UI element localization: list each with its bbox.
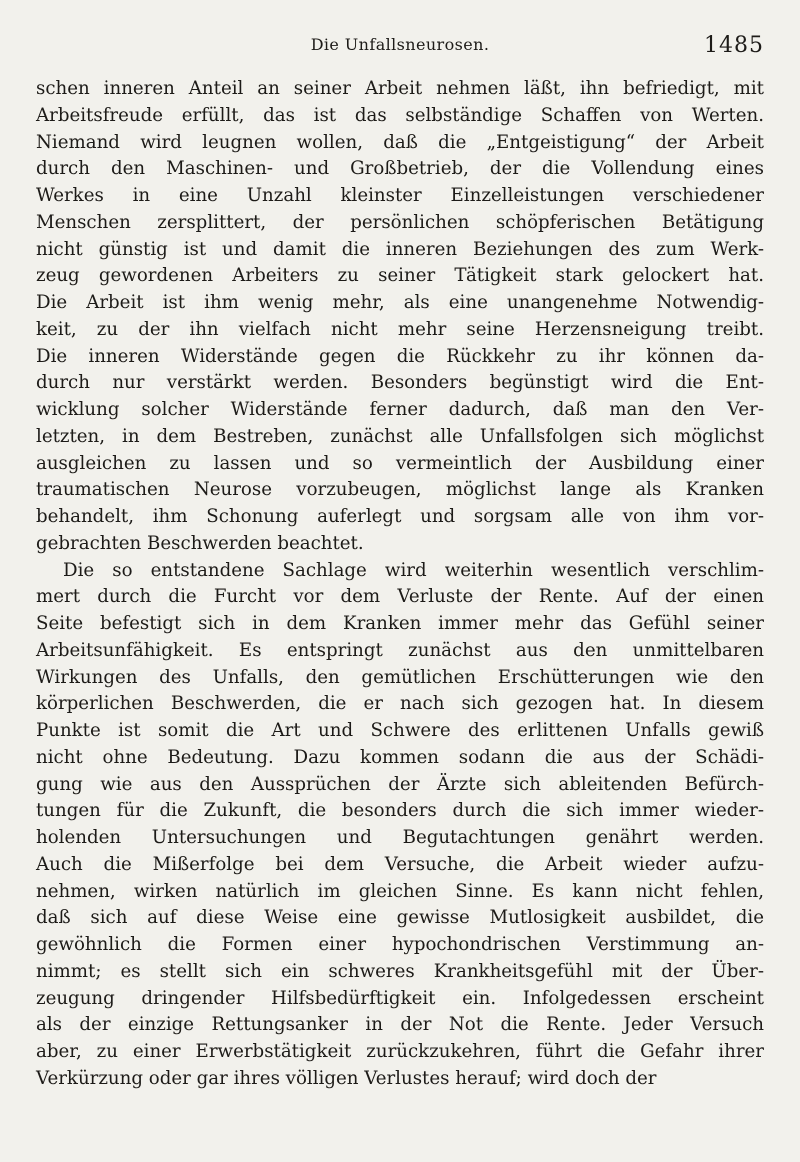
text-line: körperlichen Beschwerden, die er nach sich gezogen hat. In diesem xyxy=(36,693,764,715)
text-line: behandelt, ihm Schonung auferlegt und sorgsam alle von ihm vor- xyxy=(36,506,764,527)
text-line: zeugung dringender Hilfsbedürftigkeit ein. Infolgedessen erscheint xyxy=(36,987,764,1009)
text-line: gewöhnlich die Formen einer hypochondrischen Verstimmung an- xyxy=(36,934,764,955)
text-line: gebrachten Beschwerden beachtet. xyxy=(36,532,364,554)
text-line: letzten, in dem Bestreben, zunächst alle Unfallsfolgen sich möglichst xyxy=(36,425,764,447)
text-line: durch den Maschinen- und Großbetrieb, der die Vollendung eines xyxy=(36,158,764,180)
text-line: durch nur verstärkt werden. Besonders begünstigt wird die Ent- xyxy=(36,372,764,394)
text-line: ausgleichen zu lassen und so vermeintlich der Ausbildung einer xyxy=(36,452,764,474)
paragraph xyxy=(36,76,764,558)
text-line: tungen für die Zukunft, die besonders durch die sich immer wieder- xyxy=(36,800,764,822)
text-line: Werkes in eine Unzahl kleinster Einzelleistungen verschiedener xyxy=(36,185,764,206)
text-line: nehmen, wirken natürlich im gleichen Sinne. Es kann nicht fehlen, xyxy=(36,880,764,902)
body-text xyxy=(36,76,764,1093)
paragraph xyxy=(36,558,764,1093)
text-line: Die Arbeit ist ihm wenig mehr, als eine unangenehme Notwendig- xyxy=(36,292,764,313)
text-line: Die so entstandene Sachlage wird weiterhin wesentlich verschlim- xyxy=(63,559,764,581)
running-header xyxy=(0,33,800,57)
text-line: nicht ohne Bedeutung. Dazu kommen sodann die aus der Schädi- xyxy=(36,746,764,768)
text-line: Die inneren Widerstände gegen die Rückkehr zu ihr können da- xyxy=(36,345,764,367)
page-number: 1485 xyxy=(704,33,764,58)
text-line: als der einzige Rettungsanker in der Not die Rente. Jeder Versuch xyxy=(36,1014,764,1036)
text-line: Niemand wird leugnen wollen, daß die „Entgeistigung“ der Arbeit xyxy=(36,131,764,153)
text-line: Punkte ist somit die Art und Schwere des erlittenen Unfalls gewiß xyxy=(36,720,764,741)
text-line: daß sich auf diese Weise eine gewisse Mutlosigkeit ausbildet, die xyxy=(36,907,764,929)
text-line: mert durch die Furcht vor dem Verluste der Rente. Auf der einen xyxy=(36,586,764,608)
text-line: Auch die Mißerfolge bei dem Versuche, die Arbeit wieder aufzu- xyxy=(36,853,764,875)
text-line: holenden Untersuchungen und Begutachtungen genährt werden. xyxy=(36,827,764,848)
text-line: Arbeitsfreude erfüllt, das ist das selbständige Schaffen von Werten. xyxy=(36,104,764,126)
text-line: traumatischen Neurose vorzubeugen, möglichst lange als Kranken xyxy=(36,479,764,501)
text-line: gung wie aus den Aussprüchen der Ärzte sich ableitenden Befürch- xyxy=(36,773,764,795)
text-line: zeug gewordenen Arbeiters zu seiner Tätigkeit stark gelockert hat. xyxy=(36,265,764,287)
text-line: wicklung solcher Widerstände ferner dadurch, daß man den Ver- xyxy=(36,399,764,420)
text-line: aber, zu einer Erwerbstätigkeit zurückzukehren, führt die Gefahr ihrer xyxy=(36,1041,764,1062)
text-line: Seite befestigt sich in dem Kranken immer mehr das Gefühl seiner xyxy=(36,613,764,634)
text-line: Verkürzung oder gar ihres völligen Verlustes herauf; wird doch der xyxy=(36,1067,657,1089)
text-line: Wirkungen des Unfalls, den gemütlichen Erschütterungen wie den xyxy=(36,666,764,688)
text-line: nimmt; es stellt sich ein schweres Krankheitsgefühl mit der Über- xyxy=(36,960,764,982)
text-line: nicht günstig ist und damit die inneren Beziehungen des zum Werk- xyxy=(36,238,764,260)
running-title: Die Unfallsneurosen. xyxy=(310,35,490,54)
text-line: schen inneren Anteil an seiner Arbeit nehmen läßt, ihn befriedigt, mit xyxy=(36,78,764,99)
text-line: Arbeitsunfähigkeit. Es entspringt zunächst aus den unmittelbaren xyxy=(36,639,764,661)
text-line: Menschen zersplittert, der persönlichen schöpferischen Betätigung xyxy=(36,211,764,233)
text-line: keit, zu der ihn vielfach nicht mehr seine Herzensneigung treibt. xyxy=(36,318,764,340)
